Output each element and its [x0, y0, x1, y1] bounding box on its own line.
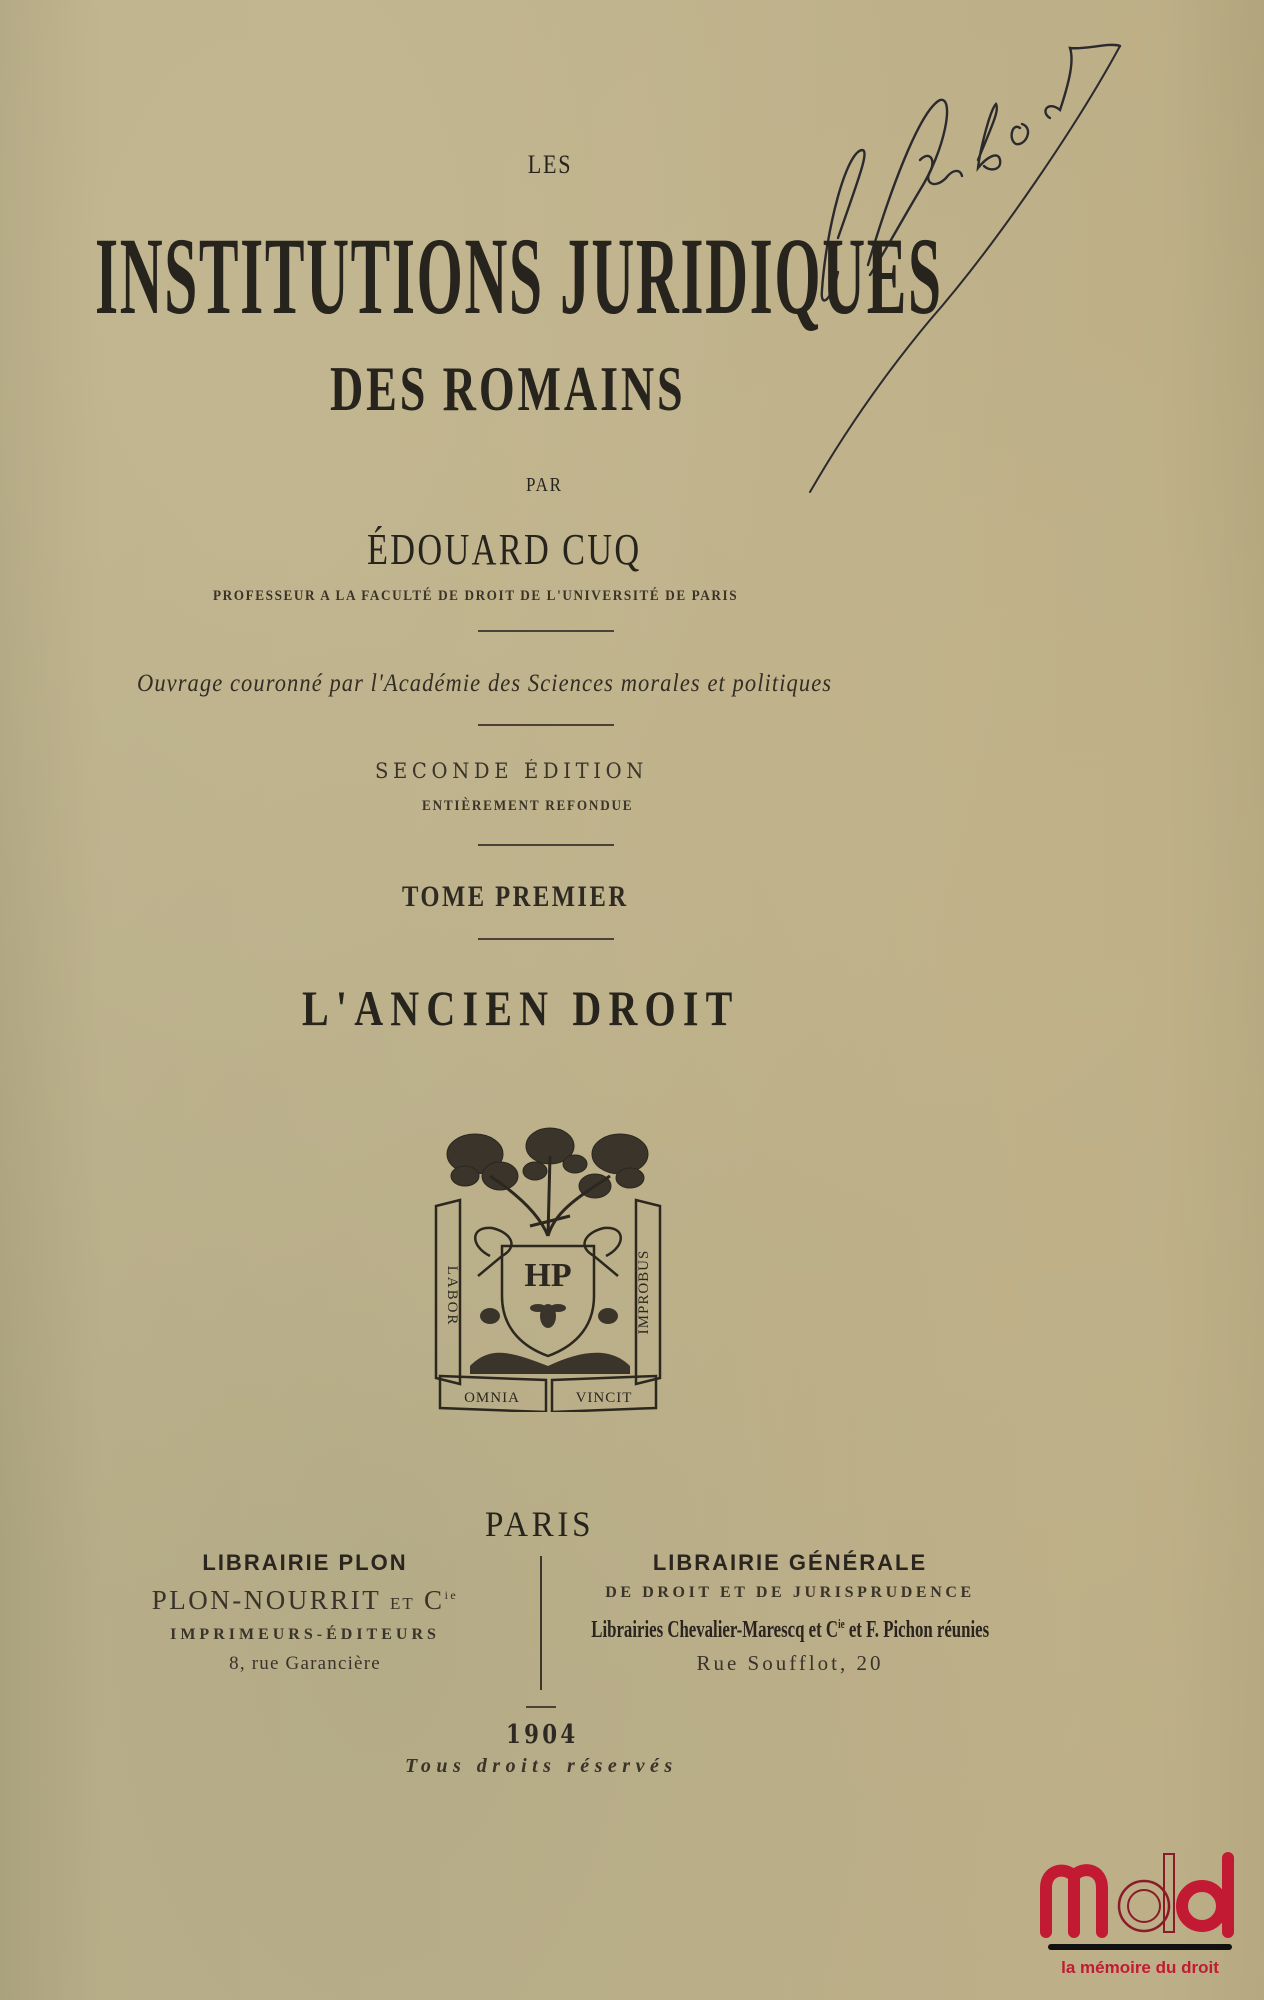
printer-emblem-icon	[430, 1116, 666, 1412]
pre-title: LES	[527, 150, 573, 179]
publisher-left-firm: PLON-NOURRIT ET $C^{ie}$	[151, 1585, 459, 1615]
emblem-monogram: HP	[524, 1257, 572, 1294]
divider-rule	[478, 630, 614, 632]
motto-bottom-right: VINCIT	[575, 1390, 633, 1406]
by-label: PAR	[526, 474, 563, 496]
publisher-right	[555, 1548, 1025, 1680]
main-title: INSTITUTIONS JURIDIQUES	[95, 215, 943, 337]
divider-rule	[526, 1706, 556, 1708]
motto-left: LABOR	[444, 1265, 460, 1327]
motto-right: IMPROBUS	[636, 1249, 652, 1335]
rights-notice: Tous droits réservés	[405, 1755, 678, 1777]
author-affiliation: PROFESSEUR A LA FACULTÉ DE DROIT DE L'UNIVERSITÉ DE PARIS	[213, 588, 739, 604]
publisher-left	[110, 1548, 500, 1679]
edition-label: SECONDE ÉDITION	[375, 759, 649, 783]
motto-bottom-left: OMNIA	[464, 1390, 520, 1406]
subtitle: DES ROMAINS	[330, 353, 686, 424]
author-name: ÉDOUARD CUQ	[367, 525, 642, 574]
mdd-logo	[1040, 1840, 1240, 1980]
volume-label: TOME PREMIER	[402, 880, 629, 913]
publisher-right-subtitle: DE DROIT ET DE JURISPRUDENCE	[605, 1584, 975, 1601]
publication-year: 1904	[506, 1720, 579, 1750]
publisher-left-name: LIBRAIRIE PLON	[202, 1550, 408, 1575]
mdd-logo-icon	[1040, 1840, 1240, 1950]
divider-rule	[478, 844, 614, 846]
imprint-city: PARIS	[485, 1504, 595, 1544]
publisher-left-role: IMPRIMEURS-ÉDITEURS	[170, 1626, 440, 1643]
volume-title: L'ANCIEN DROIT	[302, 980, 740, 1036]
divider-rule	[478, 724, 614, 726]
publisher-right-firms: Librairies Chevalier-Marescq et $C^{ie}$ et F. Pichon réunies	[591, 1616, 989, 1643]
divider-rule	[478, 938, 614, 940]
edition-note: ENTIÈREMENT REFONDUE	[422, 798, 634, 814]
publisher-right-name: LIBRAIRIE GÉNÉRALE	[652, 1550, 928, 1575]
publisher-divider	[540, 1556, 542, 1690]
publisher-right-address: Rue Soufflot, 20	[696, 1651, 884, 1675]
award-note: Ouvrage couronné par l'Académie des Sciences morales et politiques	[137, 670, 833, 697]
mdd-tagline: la mémoire du droit	[1061, 1958, 1219, 1977]
publisher-left-address: 8, rue Garancière	[229, 1653, 381, 1674]
